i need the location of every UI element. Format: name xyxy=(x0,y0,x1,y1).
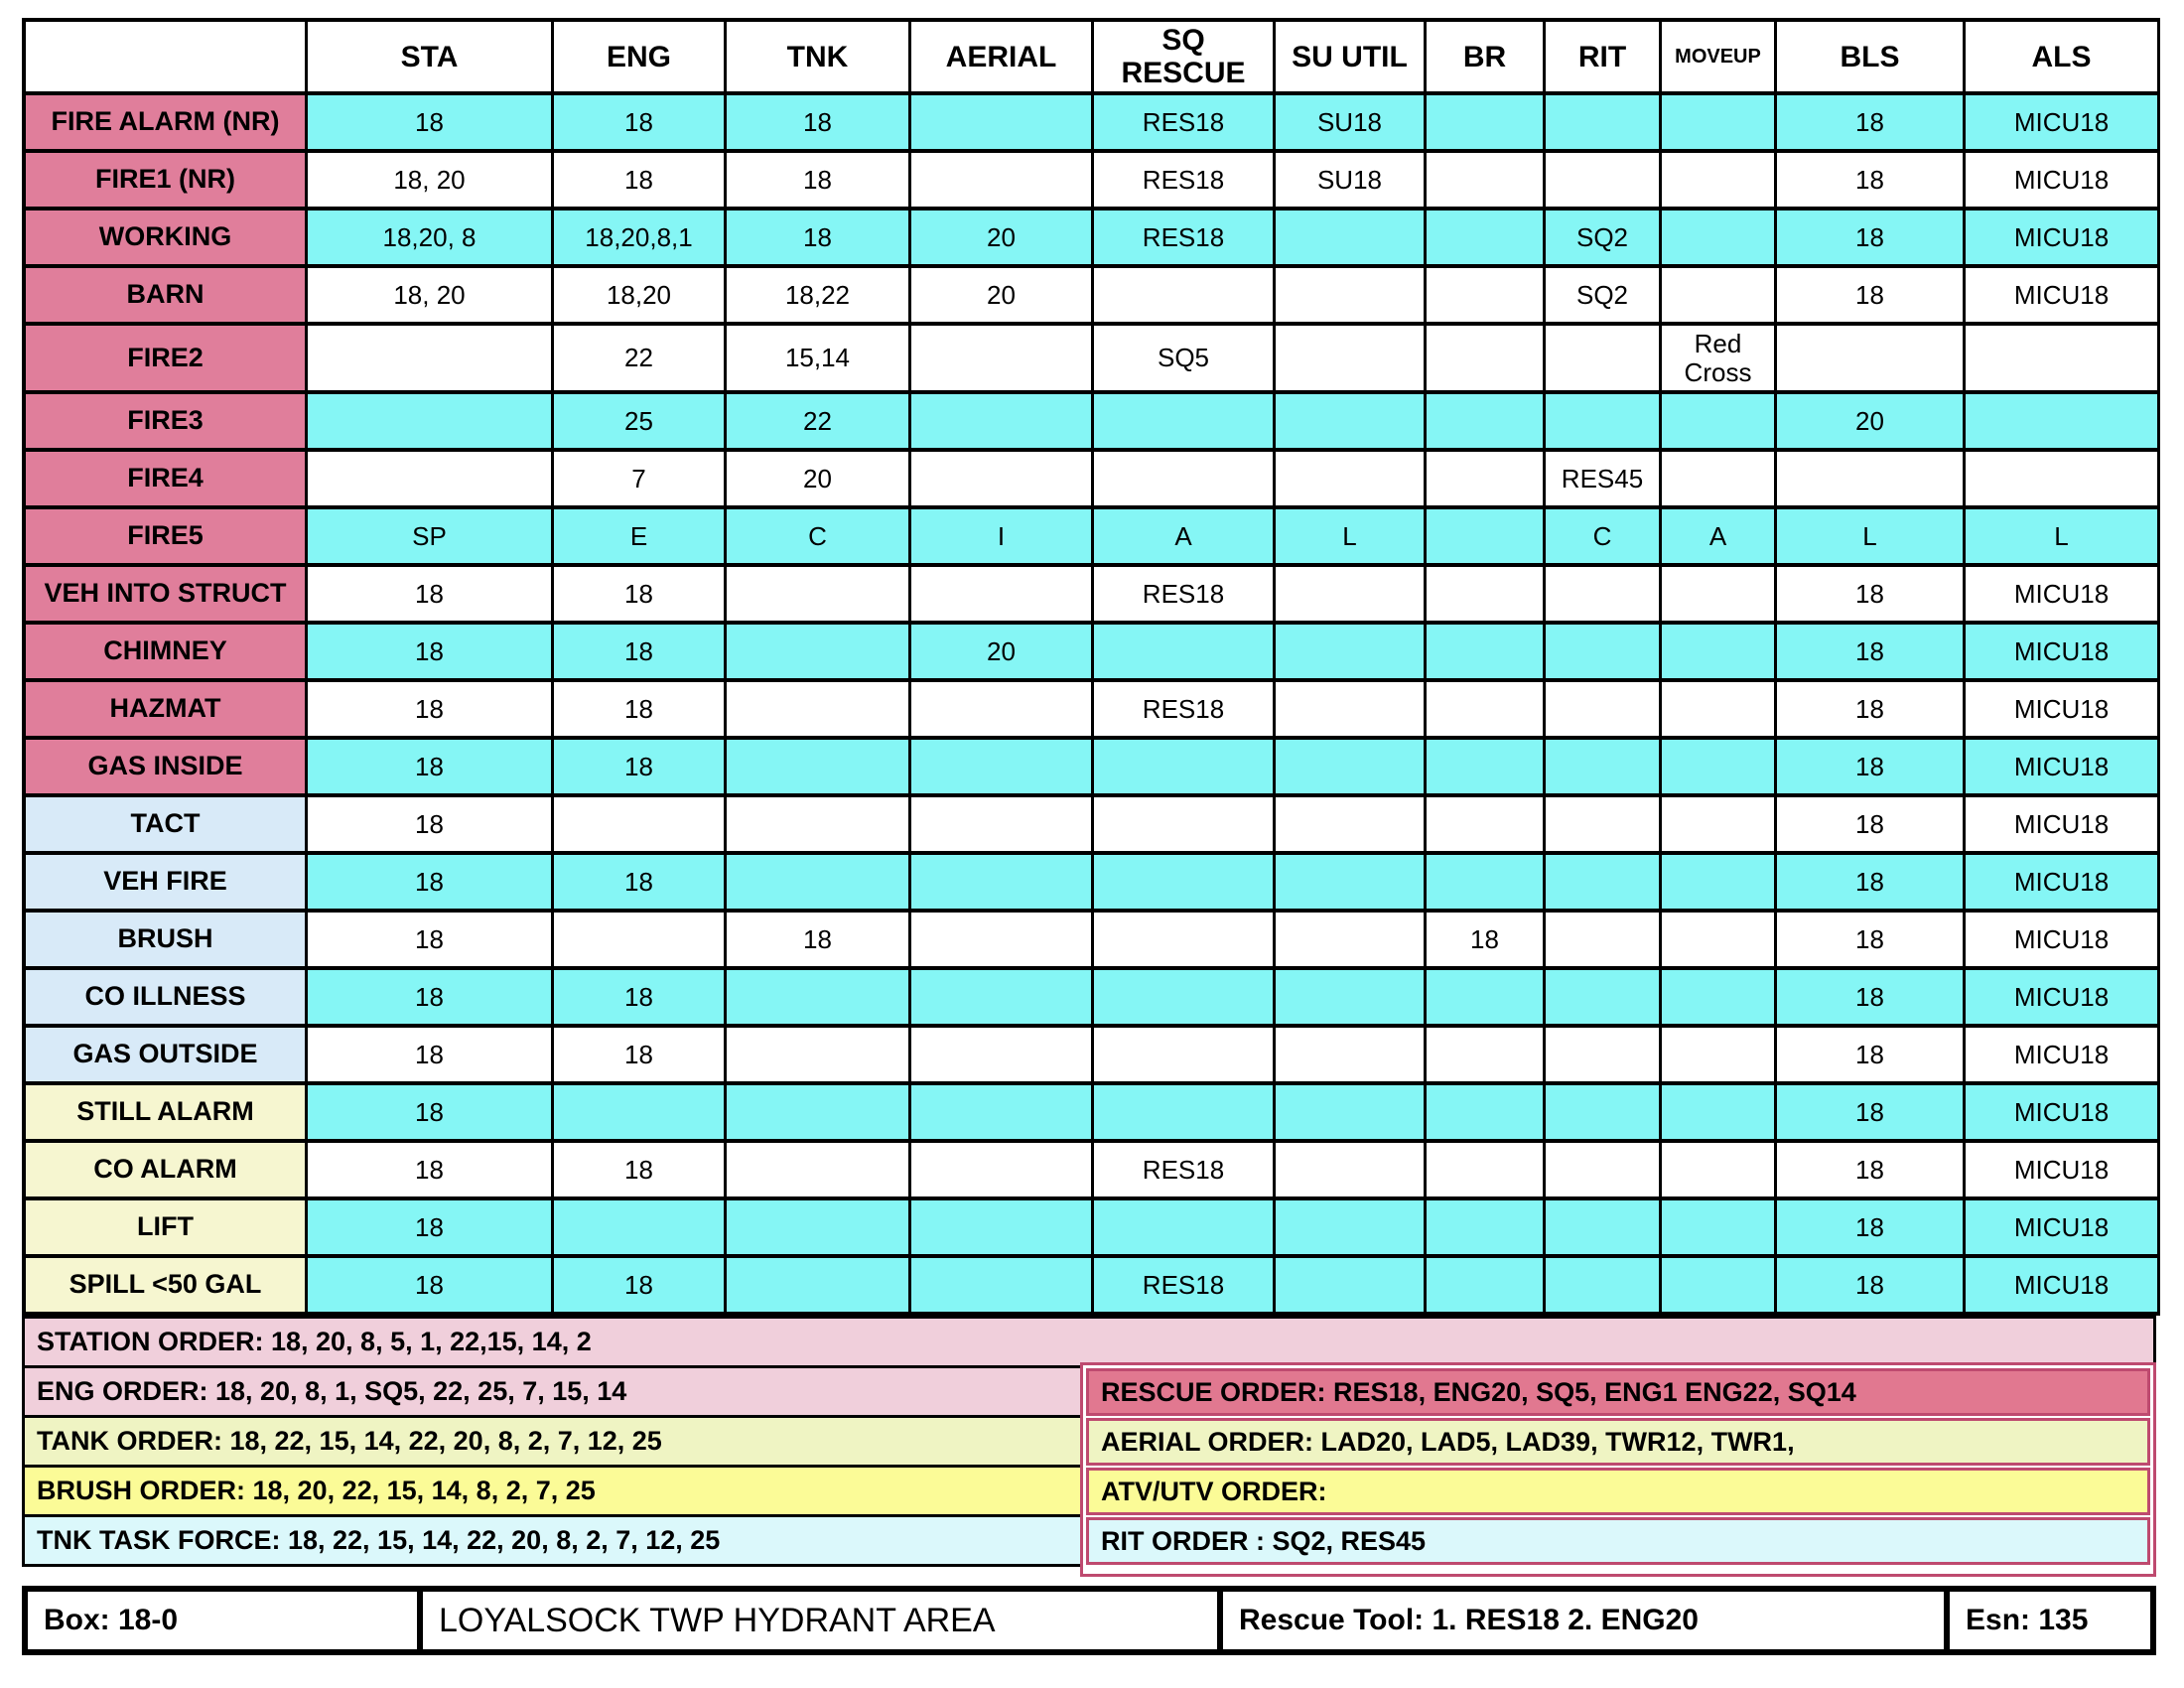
table-cell xyxy=(1427,326,1546,394)
row-label: GAS OUTSIDE xyxy=(26,1028,308,1085)
table-cell xyxy=(554,1085,727,1143)
order-footer xyxy=(22,1316,2162,1572)
table-cell: 18 xyxy=(308,625,554,682)
table-cell xyxy=(1546,1085,1662,1143)
table-cell: 18 xyxy=(554,153,727,211)
table-cell: 18 xyxy=(1777,1258,1966,1316)
table-cell xyxy=(1662,1200,1777,1258)
table-cell xyxy=(911,1200,1094,1258)
table-cell xyxy=(911,567,1094,625)
table-cell xyxy=(1427,452,1546,509)
table-cell xyxy=(1276,394,1427,452)
table-cell: 22 xyxy=(727,394,911,452)
table-cell: MICU18 xyxy=(1966,1200,2160,1258)
table-cell xyxy=(911,913,1094,970)
table-cell xyxy=(1662,797,1777,855)
table-cell xyxy=(911,1143,1094,1200)
table-cell xyxy=(911,1258,1094,1316)
row-label: GAS INSIDE xyxy=(26,740,308,797)
table-cell xyxy=(727,1200,911,1258)
table-cell: 18 xyxy=(308,855,554,913)
table-cell: SQ5 xyxy=(1094,326,1276,394)
row-label: FIRE4 xyxy=(26,452,308,509)
table-cell: 25 xyxy=(554,394,727,452)
table-cell xyxy=(1546,1258,1662,1316)
order-row: STATION ORDER: 18, 20, 8, 5, 1, 22,15, 14, 2 xyxy=(22,1316,2156,1368)
table-cell: A xyxy=(1662,509,1777,567)
table-cell xyxy=(727,567,911,625)
table-cell xyxy=(911,740,1094,797)
table-cell xyxy=(727,1143,911,1200)
table-cell xyxy=(727,797,911,855)
table-cell: 20 xyxy=(911,268,1094,326)
table-cell xyxy=(911,452,1094,509)
row-label: SPILL <50 GAL xyxy=(26,1258,308,1316)
table-cell xyxy=(1662,1028,1777,1085)
table-cell: 18,22 xyxy=(727,268,911,326)
table-cell: MICU18 xyxy=(1966,268,2160,326)
table-cell: 18 xyxy=(1777,567,1966,625)
table-cell: 18 xyxy=(1777,855,1966,913)
table-cell: MICU18 xyxy=(1966,855,2160,913)
table-cell xyxy=(1094,970,1276,1028)
row-label: CO ILLNESS xyxy=(26,970,308,1028)
table-cell xyxy=(1662,211,1777,268)
table-cell xyxy=(1276,567,1427,625)
table-cell xyxy=(911,153,1094,211)
table-cell: 18 xyxy=(308,1258,554,1316)
table-cell xyxy=(1662,682,1777,740)
table-cell xyxy=(1662,95,1777,153)
table-cell: MICU18 xyxy=(1966,1028,2160,1085)
dispatch-table xyxy=(22,18,2160,1316)
order-footer-right-group xyxy=(1080,1362,2156,1577)
table-cell xyxy=(1427,1200,1546,1258)
table-cell xyxy=(1427,95,1546,153)
table-cell: 18 xyxy=(1777,970,1966,1028)
table-cell: RES18 xyxy=(1094,153,1276,211)
order-row: TANK ORDER: 18, 22, 15, 14, 22, 20, 8, 2, 7, 12, 25 xyxy=(22,1415,1083,1468)
table-cell xyxy=(1094,797,1276,855)
table-cell: E xyxy=(554,509,727,567)
table-cell xyxy=(911,682,1094,740)
table-cell: 18 xyxy=(308,682,554,740)
table-cell xyxy=(911,855,1094,913)
table-cell xyxy=(1427,625,1546,682)
table-cell xyxy=(1546,1028,1662,1085)
column-header-blank xyxy=(26,22,308,95)
table-cell xyxy=(1094,855,1276,913)
table-cell: 18 xyxy=(554,682,727,740)
box-number: Box: 18-0 xyxy=(28,1592,423,1649)
table-cell xyxy=(1276,1085,1427,1143)
table-cell xyxy=(1427,1028,1546,1085)
row-label: FIRE3 xyxy=(26,394,308,452)
table-cell xyxy=(1546,326,1662,394)
table-cell xyxy=(1662,394,1777,452)
table-cell xyxy=(1427,1085,1546,1143)
column-header-bls: BLS xyxy=(1777,22,1966,95)
table-cell: 18 xyxy=(554,970,727,1028)
table-cell: 18 xyxy=(1777,153,1966,211)
table-cell xyxy=(1662,740,1777,797)
table-cell: 18 xyxy=(554,95,727,153)
table-cell xyxy=(1094,740,1276,797)
table-cell: 18,20,8,1 xyxy=(554,211,727,268)
row-label: FIRE1 (NR) xyxy=(26,153,308,211)
table-cell xyxy=(1094,452,1276,509)
row-label: HAZMAT xyxy=(26,682,308,740)
order-row: ENG ORDER: 18, 20, 8, 1, SQ5, 22, 25, 7, 15, 14 xyxy=(22,1365,1083,1418)
table-cell xyxy=(911,394,1094,452)
table-cell xyxy=(1276,740,1427,797)
table-cell xyxy=(1662,153,1777,211)
table-cell: RES18 xyxy=(1094,1258,1276,1316)
table-cell: MICU18 xyxy=(1966,797,2160,855)
table-cell: 18 xyxy=(308,95,554,153)
column-header-moveup: MOVEUP xyxy=(1662,22,1777,95)
table-cell xyxy=(1276,1200,1427,1258)
table-cell: RES18 xyxy=(1094,211,1276,268)
table-cell xyxy=(911,326,1094,394)
table-cell xyxy=(1546,95,1662,153)
column-header-als: ALS xyxy=(1966,22,2160,95)
table-cell: 20 xyxy=(911,211,1094,268)
table-cell xyxy=(1427,1258,1546,1316)
table-cell: SP xyxy=(308,509,554,567)
table-cell: 18, 20 xyxy=(308,153,554,211)
column-header-sq-rescue: SQ RESCUE xyxy=(1094,22,1276,95)
table-cell xyxy=(1427,153,1546,211)
table-cell xyxy=(1276,797,1427,855)
table-cell: 18 xyxy=(554,1143,727,1200)
table-cell xyxy=(1662,452,1777,509)
table-cell xyxy=(1094,1028,1276,1085)
table-cell: 18,20 xyxy=(554,268,727,326)
table-cell xyxy=(727,740,911,797)
table-cell: L xyxy=(1966,509,2160,567)
order-box: ATV/UTV ORDER: xyxy=(1086,1468,2150,1515)
table-cell: 18 xyxy=(308,1028,554,1085)
table-cell: C xyxy=(727,509,911,567)
row-label: LIFT xyxy=(26,1200,308,1258)
row-label: CHIMNEY xyxy=(26,625,308,682)
table-cell xyxy=(1546,797,1662,855)
row-label: WORKING xyxy=(26,211,308,268)
table-cell xyxy=(1777,326,1966,394)
table-cell: MICU18 xyxy=(1966,625,2160,682)
rescue-tool: Rescue Tool: 1. RES18 2. ENG20 xyxy=(1217,1592,1944,1649)
table-cell: 18 xyxy=(1777,95,1966,153)
table-cell: 18 xyxy=(554,740,727,797)
table-cell xyxy=(1427,268,1546,326)
table-cell: MICU18 xyxy=(1966,1143,2160,1200)
row-label: FIRE2 xyxy=(26,326,308,394)
table-cell: RES18 xyxy=(1094,567,1276,625)
table-cell xyxy=(1427,855,1546,913)
table-cell xyxy=(1662,1085,1777,1143)
table-cell xyxy=(1662,268,1777,326)
table-cell xyxy=(1546,567,1662,625)
table-cell: 18 xyxy=(308,1143,554,1200)
row-label: FIRE5 xyxy=(26,509,308,567)
table-cell: 18 xyxy=(1777,268,1966,326)
column-header-sta: STA xyxy=(308,22,554,95)
order-row: TNK TASK FORCE: 18, 22, 15, 14, 22, 20, 8, 2, 7, 12, 25 xyxy=(22,1514,1083,1567)
table-cell: 18 xyxy=(308,740,554,797)
table-cell xyxy=(1662,970,1777,1028)
table-cell xyxy=(911,1085,1094,1143)
table-cell: 7 xyxy=(554,452,727,509)
table-cell: MICU18 xyxy=(1966,682,2160,740)
table-cell: 20 xyxy=(1777,394,1966,452)
table-cell: 18 xyxy=(308,1200,554,1258)
table-cell: SQ2 xyxy=(1546,268,1662,326)
table-cell xyxy=(1427,394,1546,452)
table-cell: MICU18 xyxy=(1966,1258,2160,1316)
table-cell: MICU18 xyxy=(1966,1085,2160,1143)
table-cell xyxy=(1276,211,1427,268)
table-cell xyxy=(1427,797,1546,855)
table-cell: 18, 20 xyxy=(308,268,554,326)
table-cell xyxy=(1777,452,1966,509)
order-box: RESCUE ORDER: RES18, ENG20, SQ5, ENG1 ENG22, SQ14 xyxy=(1086,1368,2150,1416)
table-cell xyxy=(1427,509,1546,567)
column-header-eng: ENG xyxy=(554,22,727,95)
table-cell: 18 xyxy=(1777,1028,1966,1085)
table-cell: MICU18 xyxy=(1966,740,2160,797)
row-label: BRUSH xyxy=(26,913,308,970)
table-cell xyxy=(1094,268,1276,326)
table-cell: 18 xyxy=(1777,1085,1966,1143)
table-cell: 22 xyxy=(554,326,727,394)
table-cell xyxy=(1427,970,1546,1028)
table-cell: MICU18 xyxy=(1966,913,2160,970)
table-cell: 18 xyxy=(727,153,911,211)
table-cell: 18 xyxy=(727,95,911,153)
table-cell xyxy=(911,970,1094,1028)
table-cell xyxy=(911,797,1094,855)
table-cell: 18 xyxy=(1777,625,1966,682)
table-cell: 18 xyxy=(308,913,554,970)
table-cell xyxy=(1276,1028,1427,1085)
table-cell xyxy=(1276,1143,1427,1200)
column-header-su-util: SU UTIL xyxy=(1276,22,1427,95)
table-cell xyxy=(1276,452,1427,509)
table-cell xyxy=(1094,1085,1276,1143)
esn-number: Esn: 135 xyxy=(1944,1592,2150,1649)
table-cell: A xyxy=(1094,509,1276,567)
table-cell xyxy=(727,1028,911,1085)
table-cell xyxy=(1662,625,1777,682)
table-cell xyxy=(1094,1200,1276,1258)
table-cell xyxy=(308,452,554,509)
table-cell xyxy=(1427,1143,1546,1200)
table-cell xyxy=(1662,567,1777,625)
area-title: LOYALSOCK TWP HYDRANT AREA xyxy=(439,1601,996,1639)
table-cell xyxy=(1966,452,2160,509)
table-cell xyxy=(1276,268,1427,326)
table-cell xyxy=(1546,1200,1662,1258)
table-cell: 20 xyxy=(911,625,1094,682)
table-cell: 15,14 xyxy=(727,326,911,394)
table-cell: MICU18 xyxy=(1966,567,2160,625)
table-cell xyxy=(1546,970,1662,1028)
table-cell: 18 xyxy=(1777,913,1966,970)
table-cell: Red Cross xyxy=(1662,326,1777,394)
table-cell xyxy=(911,95,1094,153)
table-cell: 18 xyxy=(554,1258,727,1316)
table-cell xyxy=(1427,211,1546,268)
order-box: RIT ORDER : SQ2, RES45 xyxy=(1086,1517,2150,1565)
table-cell: SQ2 xyxy=(1546,211,1662,268)
table-cell xyxy=(1094,625,1276,682)
table-cell xyxy=(308,326,554,394)
table-cell: RES18 xyxy=(1094,682,1276,740)
table-cell: 18 xyxy=(727,211,911,268)
table-cell xyxy=(727,855,911,913)
table-cell xyxy=(1276,682,1427,740)
run-card xyxy=(22,18,2162,1655)
table-cell: L xyxy=(1777,509,1966,567)
column-header-aerial: AERIAL xyxy=(911,22,1094,95)
table-cell xyxy=(1546,682,1662,740)
table-cell: 18 xyxy=(1777,1200,1966,1258)
table-cell: 18 xyxy=(554,625,727,682)
table-cell: 18 xyxy=(554,855,727,913)
order-row: BRUSH ORDER: 18, 20, 22, 15, 14, 8, 2, 7, 25 xyxy=(22,1465,1083,1517)
table-cell xyxy=(554,913,727,970)
table-cell: 18 xyxy=(554,1028,727,1085)
table-cell: 20 xyxy=(727,452,911,509)
table-cell: MICU18 xyxy=(1966,95,2160,153)
table-cell xyxy=(1662,855,1777,913)
table-cell xyxy=(1427,682,1546,740)
table-cell xyxy=(911,1028,1094,1085)
table-cell: 18 xyxy=(308,970,554,1028)
table-cell: 18 xyxy=(1777,682,1966,740)
row-label: VEH INTO STRUCT xyxy=(26,567,308,625)
table-cell xyxy=(727,970,911,1028)
column-header-tnk: TNK xyxy=(727,22,911,95)
table-cell xyxy=(1427,567,1546,625)
table-cell: SU18 xyxy=(1276,153,1427,211)
table-cell: 18 xyxy=(727,913,911,970)
table-cell xyxy=(1662,913,1777,970)
table-cell xyxy=(1276,970,1427,1028)
table-cell: SU18 xyxy=(1276,95,1427,153)
table-cell xyxy=(1546,394,1662,452)
table-cell: MICU18 xyxy=(1966,153,2160,211)
table-cell xyxy=(727,1258,911,1316)
table-cell: 18 xyxy=(1777,1143,1966,1200)
table-cell xyxy=(554,1200,727,1258)
table-cell: L xyxy=(1276,509,1427,567)
table-cell xyxy=(1546,855,1662,913)
row-label: BARN xyxy=(26,268,308,326)
row-label: FIRE ALARM (NR) xyxy=(26,95,308,153)
table-cell xyxy=(1276,326,1427,394)
table-cell: 18 xyxy=(308,1085,554,1143)
table-cell xyxy=(1662,1143,1777,1200)
table-cell xyxy=(727,625,911,682)
table-cell xyxy=(727,1085,911,1143)
table-cell: 18 xyxy=(1427,913,1546,970)
table-cell: 18 xyxy=(308,797,554,855)
bottom-bar xyxy=(22,1586,2156,1655)
table-cell xyxy=(1276,913,1427,970)
table-cell: 18,20, 8 xyxy=(308,211,554,268)
table-cell: C xyxy=(1546,509,1662,567)
table-cell xyxy=(1546,153,1662,211)
table-cell xyxy=(308,394,554,452)
table-cell xyxy=(1276,625,1427,682)
order-box: AERIAL ORDER: LAD20, LAD5, LAD39, TWR12, TWR1, xyxy=(1086,1418,2150,1466)
table-cell xyxy=(1546,740,1662,797)
table-cell xyxy=(1966,394,2160,452)
table-cell: 18 xyxy=(554,567,727,625)
table-cell: RES18 xyxy=(1094,95,1276,153)
row-label: TACT xyxy=(26,797,308,855)
table-cell xyxy=(1966,326,2160,394)
table-cell: I xyxy=(911,509,1094,567)
table-cell xyxy=(727,682,911,740)
table-cell xyxy=(554,797,727,855)
table-cell xyxy=(1546,1143,1662,1200)
column-header-br: BR xyxy=(1427,22,1546,95)
table-cell: 18 xyxy=(308,567,554,625)
table-cell xyxy=(1276,1258,1427,1316)
table-cell: RES45 xyxy=(1546,452,1662,509)
table-cell: MICU18 xyxy=(1966,970,2160,1028)
table-cell xyxy=(1546,625,1662,682)
table-cell: 18 xyxy=(1777,797,1966,855)
table-cell: MICU18 xyxy=(1966,211,2160,268)
table-cell: RES18 xyxy=(1094,1143,1276,1200)
row-label: STILL ALARM xyxy=(26,1085,308,1143)
table-cell xyxy=(1276,855,1427,913)
table-cell xyxy=(1662,1258,1777,1316)
table-cell: 18 xyxy=(1777,740,1966,797)
row-label: VEH FIRE xyxy=(26,855,308,913)
column-header-rit: RIT xyxy=(1546,22,1662,95)
table-cell xyxy=(1094,394,1276,452)
table-cell xyxy=(1546,913,1662,970)
table-cell xyxy=(1427,740,1546,797)
table-cell xyxy=(1094,913,1276,970)
table-cell: 18 xyxy=(1777,211,1966,268)
row-label: CO ALARM xyxy=(26,1143,308,1200)
